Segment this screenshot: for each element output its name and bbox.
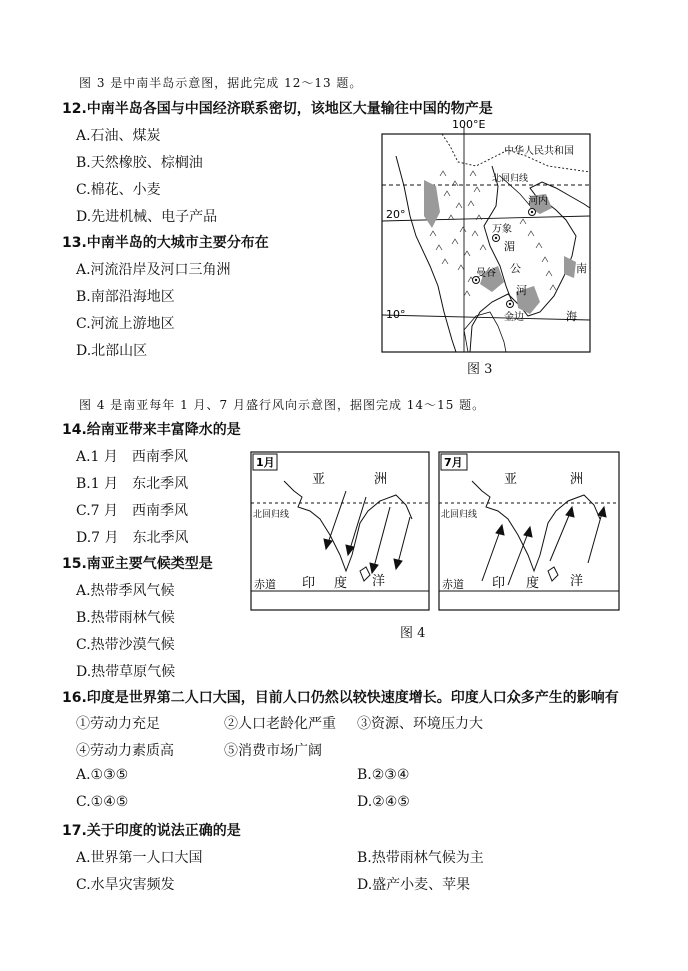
figure-3-hanoi-label: 河内	[528, 196, 548, 207]
question-12-option-b[interactable]: B.天然橡胶、棕榈油	[76, 155, 203, 171]
question-17-option-c[interactable]: C.水旱灾害频发	[76, 877, 175, 893]
figure-3-vientiane-label: 万象	[492, 224, 512, 235]
question-14-option-c[interactable]: C.7 月 西南季风	[76, 503, 189, 519]
figure-4-jan-tropic: 北回归线	[253, 510, 290, 520]
question-16-item-2: ②人口老龄化严重	[224, 716, 336, 732]
question-16-stem: 16.印度是世界第二人口大国，目前人口仍然以较快速度增长。印度人口众多产生的影响有	[62, 690, 619, 706]
question-12-stem: 12.中南半岛各国与中国经济联系密切，该地区大量输往中国的物产是	[62, 101, 493, 117]
figure-4-jan-equator: 赤道	[254, 578, 276, 591]
question-15-option-b[interactable]: B.热带雨林气候	[76, 610, 175, 626]
question-12-option-a[interactable]: A.石油、煤炭	[76, 128, 161, 144]
question-16-item-5: ⑤消费市场广阔	[224, 743, 322, 759]
figure-3-tropic-label: 北回归线	[492, 174, 529, 184]
figure-4-jul-tropic: 北回归线	[441, 510, 478, 520]
figure-4-jul-month: 7月	[444, 456, 463, 469]
figure-4-jan-asia-2: 洲	[374, 472, 388, 487]
figure-3-phnompenh-label: 金边	[504, 312, 524, 323]
question-13-option-d[interactable]: D.北部山区	[76, 343, 148, 359]
question-13-option-c[interactable]: C.河流上游地区	[76, 316, 175, 332]
question-15-option-c[interactable]: C.热带沙漠气候	[76, 637, 175, 653]
question-17-option-b[interactable]: B.热带雨林气候为主	[357, 850, 484, 866]
figure-3-lat10-label: 10°	[386, 308, 406, 321]
question-16-option-b[interactable]: B.②③④	[357, 767, 410, 783]
question-17-option-d[interactable]: D.盛产小麦、苹果	[357, 877, 471, 893]
figure-4-jul-equator: 赤道	[442, 578, 464, 591]
question-14-option-d[interactable]: D.7 月 东北季风	[76, 530, 189, 546]
figure-4-caption: 图 4	[400, 626, 426, 641]
question-12-option-c[interactable]: C.棉花、小麦	[76, 182, 161, 198]
intro-figure4: 图 4 是南亚每年 1 月、7 月盛行风向示意图，据图完成 14～15 题。	[79, 398, 486, 412]
figure-4-jan-month: 1月	[256, 456, 275, 469]
question-14-stem: 14.给南亚带来丰富降水的是	[62, 422, 241, 438]
figure-3-mekong-1: 湄	[504, 240, 515, 253]
figure-3-map	[380, 116, 592, 356]
question-13-stem: 13.中南半岛的大城市主要分布在	[62, 235, 269, 251]
question-17-option-a[interactable]: A.世界第一人口大国	[76, 850, 203, 866]
figure-4-jan-asia-1: 亚	[312, 472, 326, 487]
figure-3-china-label: 中华人民共和国	[504, 146, 574, 157]
figure-3-sea-2: 海	[566, 310, 577, 323]
question-13-option-a[interactable]: A.河流沿岸及河口三角洲	[76, 262, 231, 278]
figure-4-jan-ocean-3: 洋	[372, 574, 386, 589]
figure-4-jul-ocean-2: 度	[526, 576, 540, 591]
question-16-option-d[interactable]: D.②④⑤	[357, 794, 410, 810]
question-14-option-b[interactable]: B.1 月 东北季风	[76, 476, 189, 492]
question-15-option-a[interactable]: A.热带季风气候	[76, 583, 175, 599]
intro-figure3: 图 3 是中南半岛示意图，据此完成 12～13 题。	[79, 76, 363, 90]
question-15-stem: 15.南亚主要气候类型是	[62, 556, 213, 572]
figure-4-jan-ocean-2: 度	[334, 576, 348, 591]
question-16-item-3: ③资源、环境压力大	[357, 716, 483, 732]
question-16-item-1: ①劳动力充足	[76, 716, 160, 732]
question-12-option-d[interactable]: D.先进机械、电子产品	[76, 209, 218, 225]
question-16-option-a[interactable]: A.①③⑤	[76, 767, 129, 783]
question-17-stem: 17.关于印度的说法正确的是	[62, 823, 241, 839]
question-14-option-a[interactable]: A.1 月 西南季风	[76, 449, 188, 465]
figure-3-sea-1: 南	[576, 262, 587, 275]
figure-3-meridian-label: 100°E	[452, 118, 486, 131]
figure-3-caption: 图 3	[467, 362, 493, 377]
figure-4-jul-ocean-1: 印	[492, 576, 506, 591]
figure-4-jan-ocean-1: 印	[302, 576, 316, 591]
question-13-option-b[interactable]: B.南部沿海地区	[76, 289, 175, 305]
figure-3-bangkok-label: 曼谷	[476, 268, 496, 279]
figure-4-jul-asia-1: 亚	[504, 472, 518, 487]
question-16-item-4: ④劳动力素质高	[76, 743, 174, 759]
figure-3-mekong-3: 河	[516, 284, 527, 297]
question-15-option-d[interactable]: D.热带草原气候	[76, 664, 176, 680]
figure-4-jul-asia-2: 洲	[570, 472, 584, 487]
question-16-option-c[interactable]: C.①④⑤	[76, 794, 129, 810]
figure-4-jul-ocean-3: 洋	[570, 574, 584, 589]
figure-4-july-map	[438, 451, 620, 611]
figure-4-january-map	[250, 451, 430, 611]
figure-3-mekong-2: 公	[510, 262, 521, 275]
figure-3-lat20-label: 20°	[386, 208, 406, 221]
